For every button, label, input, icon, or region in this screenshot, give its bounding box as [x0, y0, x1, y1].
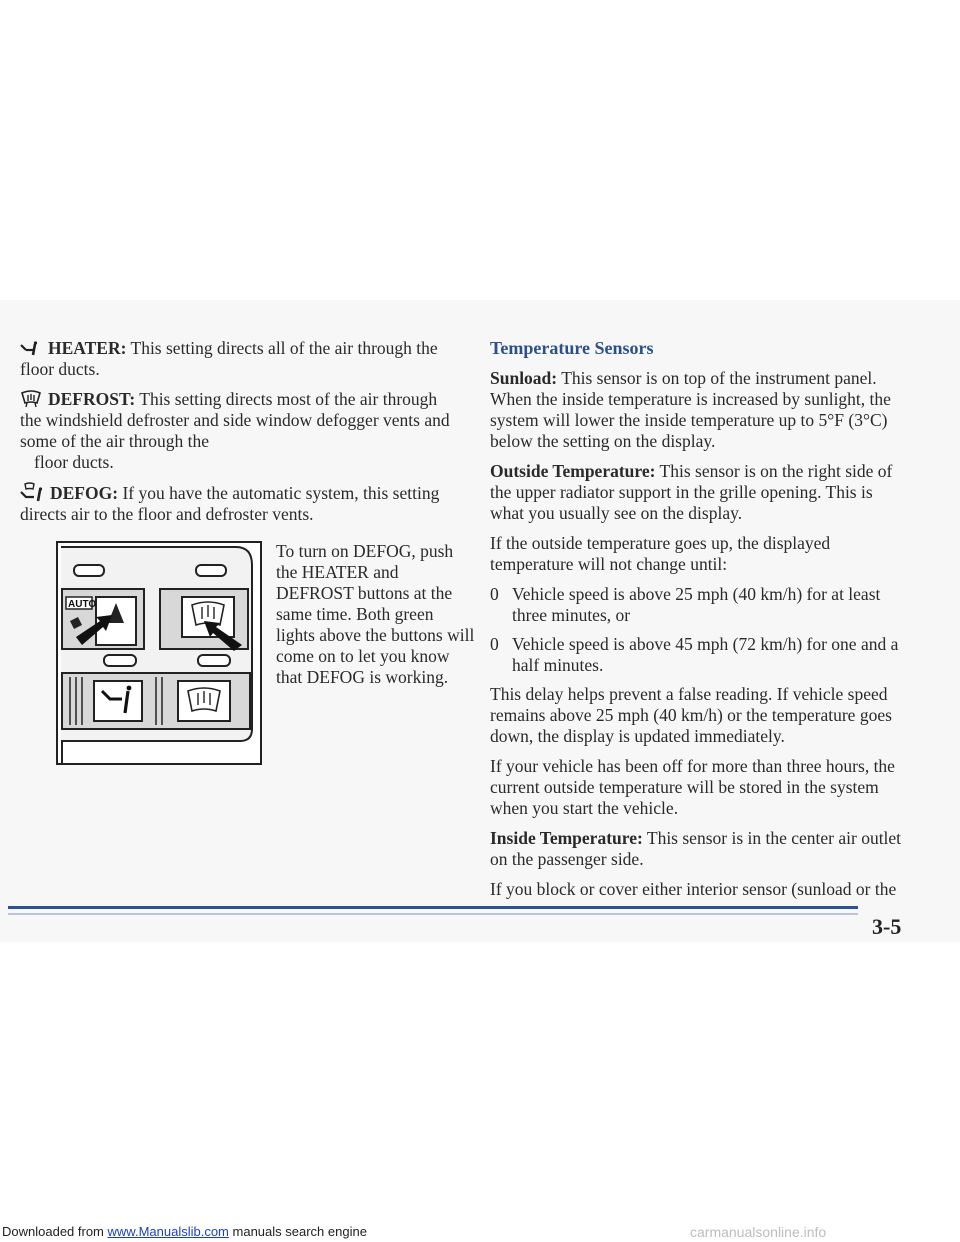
stored-temp-paragraph: If your vehicle has been off for more than three hours, the current outside temperature will be stored in the system when you start the vehicle. — [490, 756, 895, 818]
download-footer — [0, 1222, 960, 1242]
manualslib-link[interactable]: www.Manualslib.com — [107, 1224, 229, 1239]
outside-temp-intro: If the outside temperature goes up, the displayed temperature will not change until: — [490, 533, 831, 574]
heater-text: This setting directs all of the air through the floor ducts. — [20, 338, 438, 379]
defog-text: If you have the automatic system, this setting directs air to the floor and defroster vents. — [20, 483, 440, 524]
download-suffix: manuals search engine — [232, 1224, 367, 1239]
defog-mode-icon — [20, 482, 44, 502]
list-item — [490, 584, 910, 626]
inside-temp-paragraph — [490, 828, 910, 870]
watermark-text: carmanualsonline.info — [690, 1224, 827, 1240]
inside-temp-text: This sensor is in the center air outlet on the passenger side. — [490, 828, 902, 869]
defrost-paragraph — [20, 389, 460, 473]
page-number: 3-5 — [872, 914, 902, 939]
download-prefix: Downloaded from — [2, 1224, 104, 1239]
footer-rule — [0, 900, 960, 924]
outside-temp-label: Outside Temperature: — [490, 461, 656, 481]
climate-control-panel-illustration — [56, 541, 262, 765]
defog-figure-row — [20, 541, 475, 771]
list-item — [490, 634, 910, 676]
sunload-text: This sensor is on top of the instrument panel. When the inside temperature is increased by sunlight, the system will lower the inside temperature up to 5°F (3°C) below the setting on the display. — [490, 368, 891, 451]
heater-mode-icon — [20, 341, 42, 357]
false-reading-paragraph: If you block or cover either interior sensor (sunload or the — [490, 879, 897, 899]
sunload-label: Sunload: — [490, 368, 558, 388]
outside-temp-text: This sensor is on the right side of the upper radiator support in the grille opening. This is what you usually see on the display. — [490, 461, 893, 523]
sunload-paragraph — [490, 368, 910, 452]
defrost-tail: floor ducts. — [34, 452, 114, 472]
inside-temp-label: Inside Temperature: — [490, 828, 643, 848]
heater-paragraph — [20, 338, 460, 380]
delay-paragraph: This delay helps prevent a false reading. If vehicle speed remains above 25 mph (40 km/h) or the temperature goes down, the display is updated immediately. — [490, 684, 892, 746]
download-credit — [2, 1224, 367, 1239]
right-column — [490, 338, 910, 930]
bullet-text: Vehicle speed is above 45 mph (72 km/h) for one and a half minutes. — [512, 634, 899, 675]
left-column — [20, 338, 475, 771]
outside-temp-paragraph — [490, 461, 910, 524]
section-title: Temperature Sensors — [490, 338, 654, 358]
bullet-marker: 0 — [490, 584, 499, 604]
defrost-label: DEFROST: — [48, 389, 136, 409]
defrost-text: This setting directs most of the air through the windshield defroster and side window defogger vents and some of the air through the — [20, 389, 450, 451]
heater-label: HEATER: — [48, 338, 127, 358]
defog-label: DEFOG: — [50, 483, 119, 503]
defog-instructions: To turn on DEFOG, push the HEATER and DEFROST buttons at the same time. Both green lights above the buttons will come on to let you know that DEFOG is working. — [276, 541, 475, 687]
defog-paragraph — [20, 482, 460, 525]
defrost-mode-icon — [20, 390, 42, 408]
bullet-marker: 0 — [490, 634, 499, 654]
auto-button-label: AUTO — [68, 599, 97, 610]
bullet-text: Vehicle speed is above 25 mph (40 km/h) for at least three minutes, or — [512, 584, 881, 625]
